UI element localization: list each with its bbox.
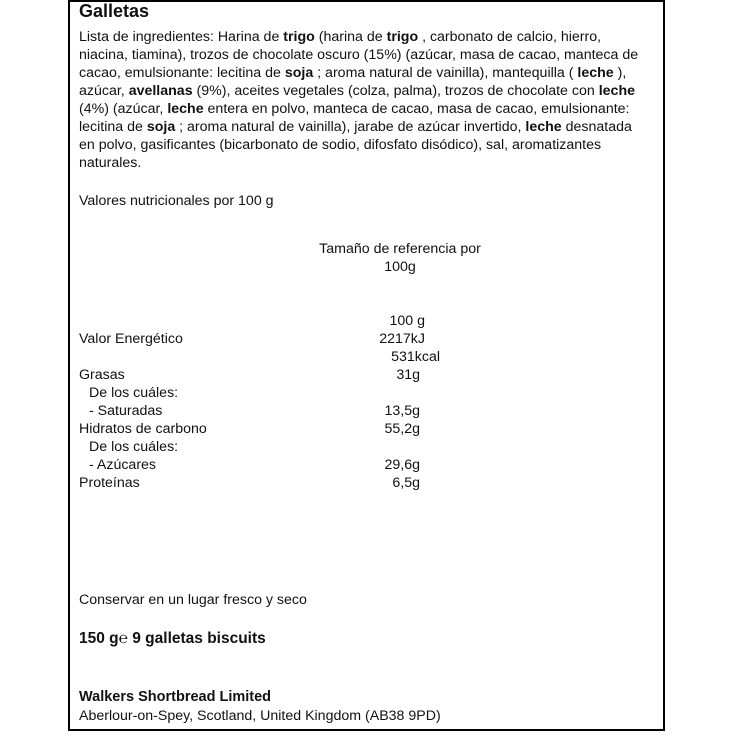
ingredient-text: (harina de <box>314 29 387 45</box>
company-address: Aberlour-on-Spey, Scotland, United Kingdom (AB38 9PD) <box>79 708 441 724</box>
energy-kj-value: 2217kJ <box>379 331 425 347</box>
carbs-label: Hidratos de carbono <box>79 421 207 437</box>
energy-label: Valor Energético <box>79 331 183 347</box>
ingredient-text: (9%), aceites vegetales (colza, palma), trozos de chocolate con <box>192 83 599 99</box>
allergen-text: soja <box>146 119 176 135</box>
protein-value: 6,5g <box>392 475 420 491</box>
sugars-value: 29,6g <box>384 457 420 473</box>
product-title: Galletas <box>79 1 150 21</box>
ingredient-text: desnatada en polvo, gasificantes (bicarbonato de sodio, difosfato disódico), sal, aromatizantes naturales. <box>79 119 632 171</box>
ingredient-text: ), azúcar, <box>79 65 627 99</box>
saturates-value: 13,5g <box>384 403 420 419</box>
reference-size-line1: Tamaño de referencia por <box>319 241 481 257</box>
sugars-label: - Azúcares <box>89 457 157 473</box>
fat-of-which-label: De los cuáles: <box>89 385 179 401</box>
allergen-text: trigo <box>386 29 419 45</box>
column-header-100g: 100 g <box>389 313 425 329</box>
carbs-value: 55,2g <box>384 421 420 437</box>
net-weight: 150 g℮ 9 galletas biscuits <box>79 630 266 647</box>
ingredient-text: ; aroma natural de vainilla), mantequilla ( <box>313 65 578 81</box>
reference-size-line2: 100g <box>384 259 416 275</box>
carbs-of-which-label: De los cuáles: <box>89 439 179 455</box>
allergen-text: leche <box>167 101 204 117</box>
ingredient-text: , carbonato de calcio, hierro, niacina, tiamina), trozos de chocolate oscuro (15%) (azúcar, masa de cacao, manteca de cacao, emulsionante: lecitina de <box>79 29 639 81</box>
nutrition-heading: Valores nutricionales por 100 g <box>79 193 274 209</box>
protein-label: Proteínas <box>79 475 140 491</box>
allergen-text: leche <box>577 65 614 81</box>
allergen-text: leche <box>525 119 562 135</box>
allergen-text: soja <box>284 65 314 81</box>
ingredients-list <box>79 28 639 172</box>
allergen-text: avellanas <box>128 83 193 99</box>
allergen-text: trigo <box>283 29 315 45</box>
storage-instructions: Conservar en un lugar fresco y seco <box>79 592 307 608</box>
ingredient-text: (4%) (azúcar, <box>79 101 168 117</box>
fat-label: Grasas <box>79 367 125 383</box>
ingredient-text: entera en polvo, manteca de cacao, masa de cacao, emulsionante: lecitina de <box>79 101 630 135</box>
ingredient-text: ; aroma natural de vainilla), jarabe de azúcar invertido, <box>175 119 526 135</box>
fat-value: 31g <box>396 367 420 383</box>
allergen-text: leche <box>598 83 635 99</box>
company-name: Walkers Shortbread Limited <box>79 689 272 705</box>
saturates-label: - Saturadas <box>89 403 163 419</box>
energy-kcal-value: 531kcal <box>391 349 440 365</box>
ingredient-text: Lista de ingredientes: Harina de <box>79 29 284 45</box>
